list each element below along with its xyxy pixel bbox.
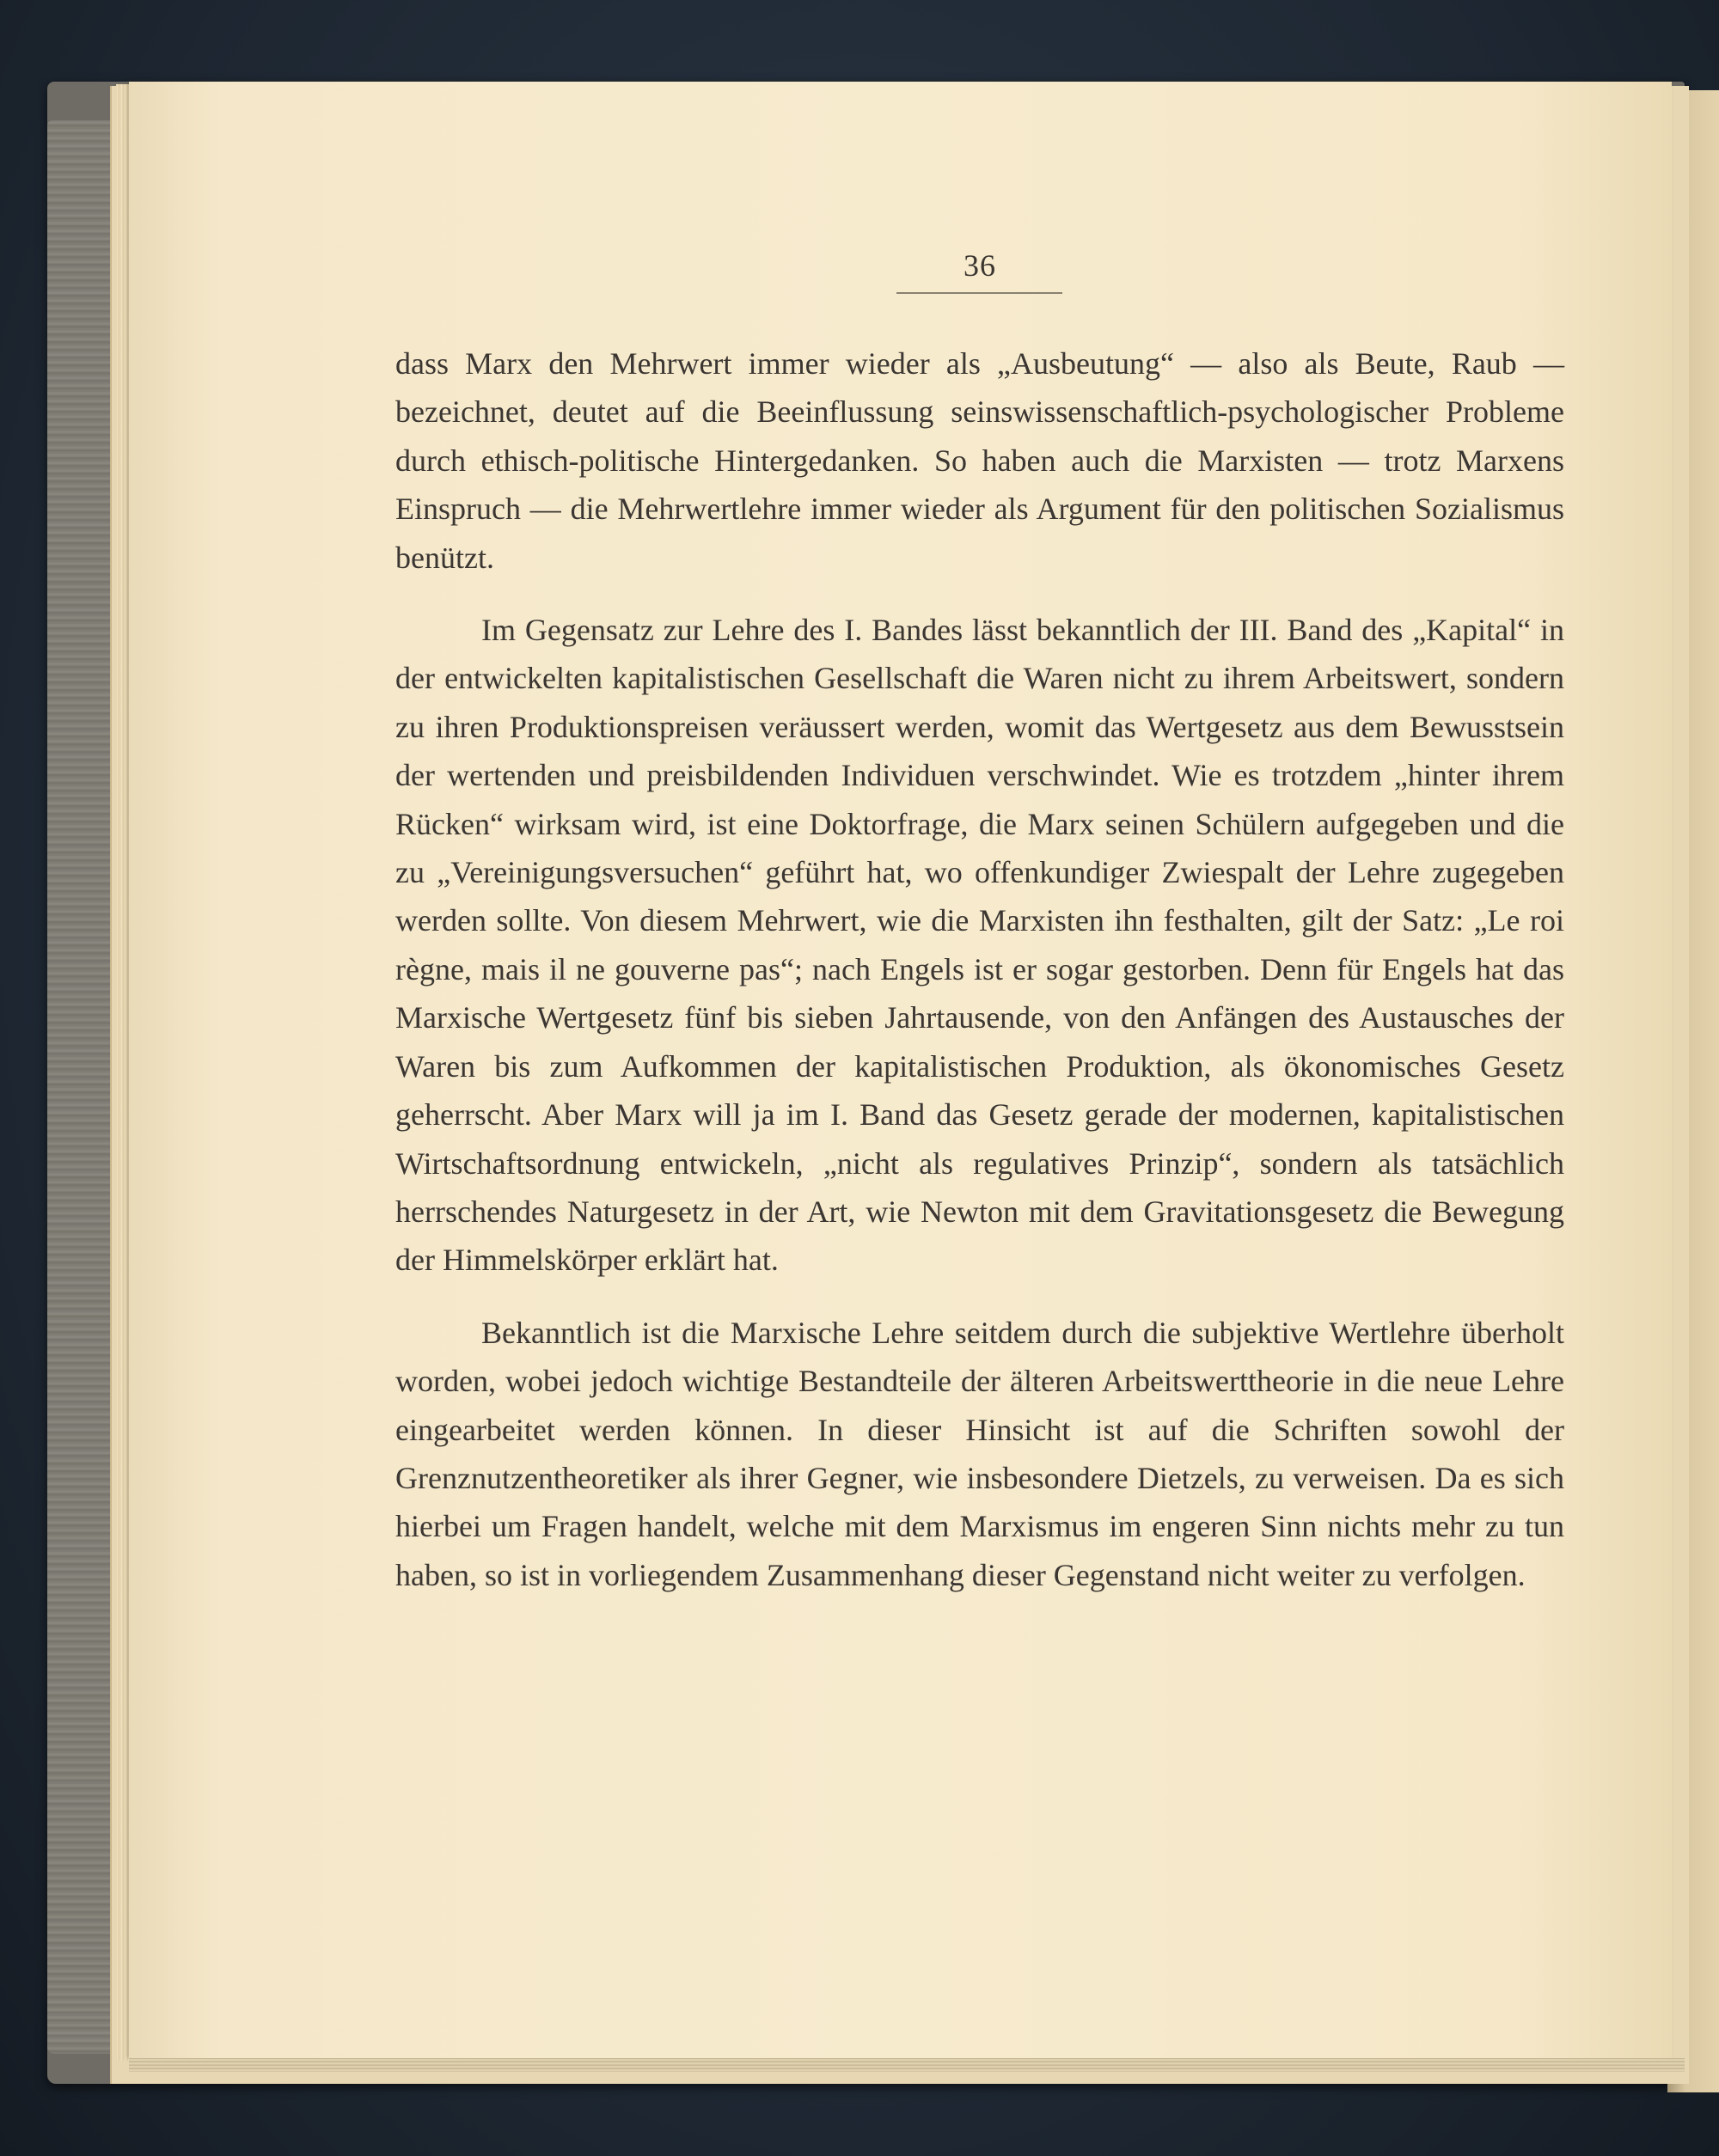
- page-number: 36: [963, 248, 996, 283]
- header-rule: [896, 292, 1062, 294]
- paragraph-3: Bekanntlich ist die Marxische Lehre seitdem durch die subjektive Wertlehre überholt worden, wobei jedoch wichtige Bestandteile der älteren Arbeitswerttheorie in die neue Lehre eingearbeitet werden können. In dieser Hinsicht ist auf die Schriften sowohl der Grenznutzentheoretiker als ihrer Gegner, wie insbesondere Dietzels, zu verweisen. Da es sich hierbei um Fragen handelt, welche mit dem Marxismus im engeren Sinn nichts mehr zu tun haben, so ist in vorliegendem Zusammenhang dieser Gegenstand nicht weiter zu verfolgen.: [395, 1315, 1564, 1592]
- paragraph-1: dass Marx den Mehrwert immer wieder als „Ausbeutung“ — also als Beute, Raub — bezeichnet, deutet auf die Beeinflussung seinswissenschaftlich-psychologischer Probleme durch ethisch-politische Hintergedanken. So haben auch die Marxisten — trotz Marxens Einspruch — die Mehrwertlehre immer wieder als Argument für den politischen Sozialismus benützt.: [395, 346, 1564, 575]
- page-bottom-edges: [129, 2058, 1685, 2072]
- paragraph-2: Im Gegensatz zur Lehre des I. Bandes lässt bekanntlich der III. Band des „Kapital“ in der entwickelten kapitalistischen Gesellschaft die Waren nicht zu ihrem Arbeitswert, sondern zu ihren Produktionspreisen veräussert werden, womit das Wertgesetz aus dem Bewusstsein der wertenden und preisbildenden Individuen verschwindet. Wie es trotzdem „hinter ihrem Rücken“ wirksam wird, ist eine Doktorfrage, die Marx seinen Schülern aufgegeben und die zu „Vereinigungsversuchen“ geführt hat, wo offenkundiger Zwiespalt der Lehre zugegeben werden sollte. Von diesem Mehrwert, wie die Marxisten ihn festhalten, gilt der Satz: „Le roi règne, mais il ne gouverne pas“; nach Engels ist er sogar gestorben. Denn für Engels hat das Marxische Wertgesetz fünf bis sieben Jahrtausende, von den Anfängen des Austausches der Waren bis zum Aufkommen der kapitalistischen Produktion, als ökonomisches Gesetz geherrscht. Aber Marx will ja im I. Band das Gesetz gerade der modernen, kapitalistischen Wirtschaftsordnung entwickeln, „nicht als regulatives Prinzip“, sondern als tatsächlich herrschendes Naturgesetz in der Art, wie Newton mit dem Gravitationsgesetz die Bewegung der Himmelskörper erklärt hat.: [395, 613, 1564, 1278]
- body-text: [395, 339, 1564, 1599]
